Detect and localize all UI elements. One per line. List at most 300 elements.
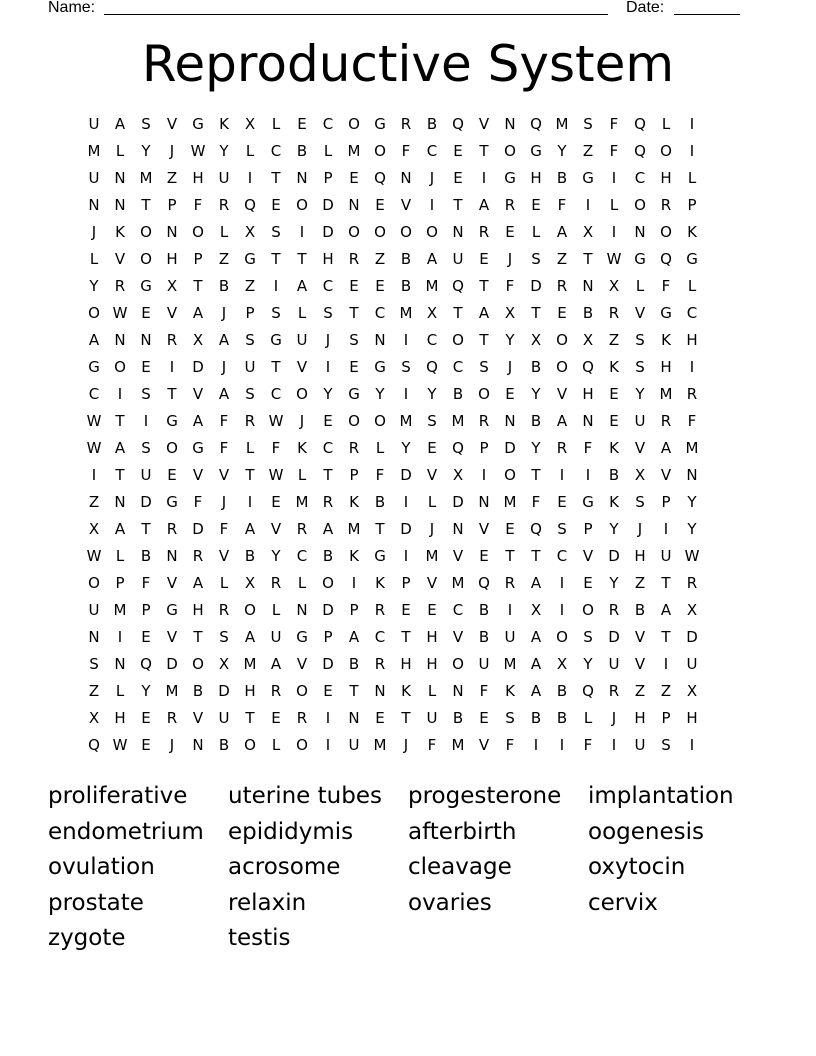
word-list-item: zygote bbox=[48, 925, 126, 951]
grid-letter: Q bbox=[582, 358, 594, 376]
grid-letter: A bbox=[556, 412, 568, 430]
name-label: Name: bbox=[48, 0, 96, 16]
grid-letter: V bbox=[478, 115, 490, 133]
grid-letter: L bbox=[219, 223, 229, 241]
grid-row bbox=[81, 192, 737, 219]
grid-letter: N bbox=[582, 412, 594, 430]
grid-letter: N bbox=[504, 412, 516, 430]
grid-letter: S bbox=[219, 628, 229, 646]
grid-letter: L bbox=[297, 574, 307, 592]
grid-letter: T bbox=[141, 196, 151, 214]
grid-letter: E bbox=[453, 142, 463, 160]
grid-letter: Y bbox=[323, 385, 333, 403]
word-list-item: prostate bbox=[48, 889, 144, 916]
grid-letter: D bbox=[322, 655, 334, 673]
grid-letter: L bbox=[271, 115, 281, 133]
grid-letter: B bbox=[530, 358, 542, 376]
grid-letter: F bbox=[479, 682, 489, 700]
grid-letter: C bbox=[426, 142, 438, 160]
grid-letter: I bbox=[325, 736, 331, 754]
grid-letter: W bbox=[86, 412, 102, 430]
grid-letter: M bbox=[243, 655, 257, 673]
grid-letter: M bbox=[451, 574, 465, 592]
grid-letter: E bbox=[479, 709, 489, 727]
grid-letter: P bbox=[661, 493, 671, 511]
grid-letter: G bbox=[634, 250, 646, 268]
grid-letter: O bbox=[192, 223, 204, 241]
grid-letter: X bbox=[88, 520, 100, 538]
grid-letter: O bbox=[660, 223, 672, 241]
grid-letter: C bbox=[322, 277, 334, 295]
grid-letter: I bbox=[325, 358, 331, 376]
grid-letter: M bbox=[555, 115, 569, 133]
grid-letter: P bbox=[193, 250, 203, 268]
grid-letter: G bbox=[530, 142, 542, 160]
grid-letter: X bbox=[244, 115, 256, 133]
grid-letter: E bbox=[167, 466, 177, 484]
grid-letter: E bbox=[323, 682, 333, 700]
grid-letter: X bbox=[244, 223, 256, 241]
grid-letter: Y bbox=[401, 439, 411, 457]
grid-letter: E bbox=[271, 196, 281, 214]
grid-letter: V bbox=[114, 250, 126, 268]
grid-letter: A bbox=[114, 520, 126, 538]
grid-letter: J bbox=[507, 358, 513, 376]
grid-letter: N bbox=[296, 169, 308, 187]
word-list-item: oogenesis bbox=[588, 818, 704, 845]
grid-letter: I bbox=[559, 574, 565, 592]
grid-letter: L bbox=[375, 439, 385, 457]
grid-letter: Y bbox=[687, 493, 697, 511]
grid-letter: H bbox=[426, 655, 438, 673]
grid-letter: O bbox=[244, 736, 256, 754]
grid-letter: A bbox=[322, 520, 334, 538]
grid-letter: Q bbox=[374, 169, 386, 187]
grid-letter: L bbox=[219, 574, 229, 592]
date-blank-line bbox=[674, 14, 740, 15]
grid-letter: T bbox=[401, 709, 411, 727]
grid-letter: X bbox=[686, 601, 698, 619]
grid-letter: N bbox=[296, 601, 308, 619]
grid-letter: Z bbox=[88, 682, 100, 700]
grid-letter: J bbox=[637, 520, 643, 538]
grid-letter: O bbox=[296, 385, 308, 403]
grid-letter: E bbox=[349, 358, 359, 376]
grid-letter: S bbox=[583, 628, 593, 646]
grid-letter: V bbox=[634, 628, 646, 646]
grid-letter: H bbox=[166, 250, 178, 268]
grid-letter: Z bbox=[634, 574, 646, 592]
grid-letter: V bbox=[426, 466, 438, 484]
grid-letter: S bbox=[479, 358, 489, 376]
grid-letter: G bbox=[296, 628, 308, 646]
grid-letter: B bbox=[192, 682, 204, 700]
grid-letter: G bbox=[374, 115, 386, 133]
grid-letter: R bbox=[166, 520, 178, 538]
grid-letter: I bbox=[689, 142, 695, 160]
grid-letter: B bbox=[556, 709, 568, 727]
grid-letter: F bbox=[557, 196, 567, 214]
grid-row bbox=[81, 678, 737, 705]
grid-letter: P bbox=[115, 574, 125, 592]
grid-letter: V bbox=[400, 196, 412, 214]
grid-letter: M bbox=[373, 736, 387, 754]
grid-letter: X bbox=[582, 223, 594, 241]
grid-letter: B bbox=[556, 682, 568, 700]
grid-letter: E bbox=[609, 385, 619, 403]
grid-letter: B bbox=[296, 142, 308, 160]
grid-letter: T bbox=[245, 709, 255, 727]
grid-letter: A bbox=[114, 439, 126, 457]
grid-letter: Z bbox=[608, 331, 620, 349]
grid-letter: C bbox=[270, 142, 282, 160]
grid-letter: W bbox=[606, 250, 622, 268]
word-list-item: endometrium bbox=[48, 818, 204, 845]
grid-letter: X bbox=[608, 277, 620, 295]
grid-letter: E bbox=[505, 520, 515, 538]
grid-letter: A bbox=[530, 682, 542, 700]
grid-letter: Q bbox=[88, 736, 100, 754]
grid-letter: F bbox=[687, 412, 697, 430]
grid-letter: X bbox=[426, 304, 438, 322]
grid-letter: D bbox=[608, 547, 620, 565]
grid-letter: R bbox=[556, 277, 568, 295]
grid-letter: D bbox=[686, 628, 698, 646]
word-list-item: epididymis bbox=[228, 818, 354, 845]
grid-letter: Z bbox=[556, 250, 568, 268]
grid-letter: F bbox=[219, 412, 229, 430]
grid-letter: E bbox=[531, 196, 541, 214]
grid-letter: U bbox=[452, 250, 464, 268]
grid-letter: G bbox=[660, 304, 672, 322]
grid-letter: N bbox=[452, 223, 464, 241]
grid-letter: K bbox=[401, 682, 411, 700]
grid-letter: J bbox=[169, 736, 175, 754]
grid-letter: I bbox=[403, 331, 409, 349]
grid-letter: N bbox=[582, 277, 594, 295]
grid-letter: E bbox=[557, 304, 567, 322]
grid-letter: U bbox=[608, 655, 620, 673]
grid-letter: L bbox=[609, 196, 619, 214]
grid-letter: B bbox=[530, 709, 542, 727]
grid-letter: Y bbox=[687, 520, 697, 538]
grid-letter: I bbox=[247, 493, 253, 511]
grid-letter: U bbox=[426, 709, 438, 727]
grid-letter: T bbox=[661, 574, 671, 592]
header bbox=[48, 0, 748, 22]
grid-letter: U bbox=[296, 331, 308, 349]
grid-letter: K bbox=[219, 115, 229, 133]
grid-letter: Y bbox=[89, 277, 99, 295]
grid-letter: V bbox=[192, 709, 204, 727]
grid-letter: A bbox=[88, 331, 100, 349]
grid-letter: R bbox=[348, 439, 360, 457]
grid-letter: R bbox=[504, 574, 516, 592]
grid-letter: A bbox=[192, 412, 204, 430]
grid-letter: O bbox=[296, 736, 308, 754]
grid-letter: C bbox=[270, 385, 282, 403]
word-list-item: acrosome bbox=[228, 854, 341, 880]
grid-letter: B bbox=[400, 277, 412, 295]
grid-letter: F bbox=[193, 493, 203, 511]
grid-letter: Y bbox=[141, 682, 151, 700]
grid-letter: E bbox=[375, 709, 385, 727]
grid-letter: E bbox=[427, 601, 437, 619]
date-label: Date: bbox=[626, 0, 665, 16]
word-list bbox=[48, 779, 788, 957]
grid-letter: T bbox=[479, 142, 489, 160]
grid-letter: K bbox=[609, 493, 619, 511]
grid-letter: U bbox=[140, 466, 152, 484]
grid-letter: X bbox=[530, 601, 542, 619]
grid-row bbox=[81, 732, 737, 759]
grid-letter: E bbox=[375, 196, 385, 214]
grid-letter: A bbox=[114, 115, 126, 133]
grid-letter: P bbox=[687, 196, 697, 214]
grid-row bbox=[81, 435, 737, 462]
grid-letter: L bbox=[115, 547, 125, 565]
grid-letter: U bbox=[504, 628, 516, 646]
grid-letter: R bbox=[218, 601, 230, 619]
grid-letter: O bbox=[348, 115, 360, 133]
grid-letter: B bbox=[478, 628, 490, 646]
grid-letter: V bbox=[218, 547, 230, 565]
grid-letter: T bbox=[583, 250, 593, 268]
grid-letter: E bbox=[557, 493, 567, 511]
grid-letter: A bbox=[530, 574, 542, 592]
grid-letter: Y bbox=[531, 439, 541, 457]
grid-letter: V bbox=[660, 466, 672, 484]
grid-letter: V bbox=[218, 466, 230, 484]
grid-letter: A bbox=[192, 574, 204, 592]
grid-letter: U bbox=[478, 655, 490, 673]
grid-letter: L bbox=[635, 277, 645, 295]
grid-letter: F bbox=[375, 466, 385, 484]
grid-letter: G bbox=[374, 358, 386, 376]
grid-letter: T bbox=[271, 358, 281, 376]
grid-letter: G bbox=[244, 250, 256, 268]
grid-letter: P bbox=[349, 601, 359, 619]
grid-letter: O bbox=[348, 223, 360, 241]
grid-letter: I bbox=[663, 655, 669, 673]
grid-letter: Z bbox=[244, 277, 256, 295]
grid-letter: I bbox=[143, 412, 149, 430]
grid-letter: T bbox=[505, 547, 515, 565]
grid-letter: R bbox=[296, 709, 308, 727]
grid-letter: U bbox=[348, 736, 360, 754]
grid-letter: E bbox=[141, 709, 151, 727]
grid-letter: N bbox=[478, 493, 490, 511]
grid-row bbox=[81, 273, 737, 300]
grid-letter: T bbox=[531, 547, 541, 565]
grid-letter: J bbox=[611, 709, 617, 727]
grid-letter: W bbox=[112, 736, 128, 754]
grid-letter: L bbox=[687, 277, 697, 295]
grid-letter: T bbox=[375, 520, 385, 538]
grid-letter: E bbox=[479, 250, 489, 268]
grid-letter: I bbox=[403, 493, 409, 511]
grid-letter: Q bbox=[530, 520, 542, 538]
grid-letter: K bbox=[505, 682, 515, 700]
grid-letter: G bbox=[686, 250, 698, 268]
grid-letter: X bbox=[244, 574, 256, 592]
grid-letter: V bbox=[296, 655, 308, 673]
page-title: Reproductive System bbox=[141, 35, 675, 93]
grid-letter: T bbox=[531, 304, 541, 322]
grid-letter: P bbox=[141, 601, 151, 619]
grid-letter: O bbox=[348, 412, 360, 430]
grid-letter: S bbox=[141, 385, 151, 403]
grid-letter: R bbox=[660, 196, 672, 214]
grid-letter: R bbox=[608, 682, 620, 700]
grid-letter: M bbox=[113, 601, 127, 619]
grid-letter: T bbox=[349, 304, 359, 322]
word-list-item: afterbirth bbox=[408, 818, 517, 845]
grid-letter: A bbox=[426, 250, 438, 268]
grid-letter: X bbox=[686, 682, 698, 700]
grid-letter: T bbox=[167, 385, 177, 403]
grid-letter: E bbox=[323, 412, 333, 430]
grid-letter: P bbox=[661, 709, 671, 727]
grid-letter: Y bbox=[219, 142, 229, 160]
grid-letter: U bbox=[270, 628, 282, 646]
grid-letter: S bbox=[271, 223, 281, 241]
grid-letter: S bbox=[635, 358, 645, 376]
grid-letter: N bbox=[452, 682, 464, 700]
grid-row bbox=[81, 300, 737, 327]
grid-letter: D bbox=[530, 277, 542, 295]
grid-letter: A bbox=[478, 304, 490, 322]
grid-letter: B bbox=[530, 412, 542, 430]
grid-letter: B bbox=[374, 493, 386, 511]
grid-letter: P bbox=[323, 628, 333, 646]
grid-letter: V bbox=[634, 304, 646, 322]
grid-letter: V bbox=[166, 628, 178, 646]
grid-letter: T bbox=[115, 466, 125, 484]
grid-letter: O bbox=[556, 358, 568, 376]
grid-letter: S bbox=[141, 115, 151, 133]
grid-letter: I bbox=[481, 466, 487, 484]
grid-letter: Q bbox=[452, 439, 464, 457]
grid-letter: Q bbox=[582, 682, 594, 700]
grid-letter: O bbox=[452, 331, 464, 349]
grid-letter: R bbox=[400, 115, 412, 133]
grid-letter: T bbox=[245, 466, 255, 484]
grid-letter: M bbox=[685, 439, 699, 457]
grid-letter: T bbox=[297, 250, 307, 268]
grid-letter: N bbox=[114, 493, 126, 511]
grid-letter: T bbox=[401, 628, 411, 646]
grid-letter: E bbox=[401, 601, 411, 619]
grid-letter: O bbox=[660, 142, 672, 160]
grid-letter: G bbox=[192, 439, 204, 457]
grid-letter: F bbox=[583, 439, 593, 457]
grid-letter: M bbox=[659, 385, 673, 403]
grid-letter: V bbox=[166, 115, 178, 133]
grid-letter: U bbox=[88, 115, 100, 133]
grid-letter: C bbox=[322, 439, 334, 457]
grid-letter: R bbox=[192, 547, 204, 565]
grid-letter: A bbox=[660, 439, 672, 457]
grid-letter: R bbox=[270, 682, 282, 700]
grid-row bbox=[81, 327, 737, 354]
grid-letter: D bbox=[452, 493, 464, 511]
grid-letter: X bbox=[530, 331, 542, 349]
grid-letter: E bbox=[453, 169, 463, 187]
grid-letter: O bbox=[140, 250, 152, 268]
grid-letter: I bbox=[689, 358, 695, 376]
grid-letter: Y bbox=[557, 142, 567, 160]
grid-letter: X bbox=[192, 331, 204, 349]
grid-letter: B bbox=[452, 385, 464, 403]
grid-row bbox=[81, 705, 737, 732]
grid-letter: V bbox=[166, 304, 178, 322]
grid-letter: V bbox=[478, 520, 490, 538]
grid-letter: F bbox=[661, 277, 671, 295]
grid-letter: N bbox=[114, 196, 126, 214]
grid-letter: K bbox=[349, 547, 359, 565]
grid-letter: I bbox=[429, 196, 435, 214]
grid-letter: P bbox=[323, 169, 333, 187]
grid-letter: M bbox=[503, 493, 517, 511]
grid-letter: A bbox=[296, 277, 308, 295]
word-list-item: relaxin bbox=[228, 889, 307, 916]
grid-letter: H bbox=[400, 655, 412, 673]
grid-letter: G bbox=[192, 115, 204, 133]
grid-letter: J bbox=[325, 331, 331, 349]
grid-letter: T bbox=[271, 250, 281, 268]
grid-letter: L bbox=[427, 493, 437, 511]
grid-letter: O bbox=[140, 223, 152, 241]
grid-letter: L bbox=[271, 601, 281, 619]
grid-letter: X bbox=[166, 277, 178, 295]
grid-letter: N bbox=[374, 331, 386, 349]
grid-letter: X bbox=[634, 466, 646, 484]
grid-letter: C bbox=[556, 547, 568, 565]
grid-letter: O bbox=[452, 655, 464, 673]
grid-letter: N bbox=[140, 331, 152, 349]
grid-letter: H bbox=[322, 250, 334, 268]
word-list-item: testis bbox=[228, 925, 291, 951]
grid-letter: M bbox=[139, 169, 153, 187]
grid-letter: F bbox=[401, 142, 411, 160]
grid-letter: R bbox=[608, 601, 620, 619]
grid-letter: S bbox=[661, 736, 671, 754]
grid-letter: K bbox=[297, 439, 307, 457]
grid-letter: N bbox=[452, 520, 464, 538]
grid-letter: D bbox=[192, 520, 204, 538]
grid-letter: D bbox=[400, 466, 412, 484]
grid-letter: V bbox=[270, 520, 282, 538]
grid-letter: Z bbox=[166, 169, 178, 187]
grid-letter: B bbox=[634, 601, 646, 619]
grid-letter: I bbox=[507, 601, 513, 619]
grid-letter: J bbox=[221, 358, 227, 376]
grid-letter: R bbox=[114, 277, 126, 295]
grid-letter: L bbox=[89, 250, 99, 268]
grid-letter: R bbox=[244, 412, 256, 430]
grid-letter: R bbox=[218, 196, 230, 214]
grid-letter: L bbox=[297, 304, 307, 322]
grid-letter: V bbox=[166, 574, 178, 592]
grid-letter: O bbox=[556, 628, 568, 646]
grid-letter: A bbox=[530, 628, 542, 646]
grid-row bbox=[81, 597, 737, 624]
grid-letter: P bbox=[349, 466, 359, 484]
grid-letter: H bbox=[634, 547, 646, 565]
grid-letter: S bbox=[401, 358, 411, 376]
grid-letter: E bbox=[271, 709, 281, 727]
